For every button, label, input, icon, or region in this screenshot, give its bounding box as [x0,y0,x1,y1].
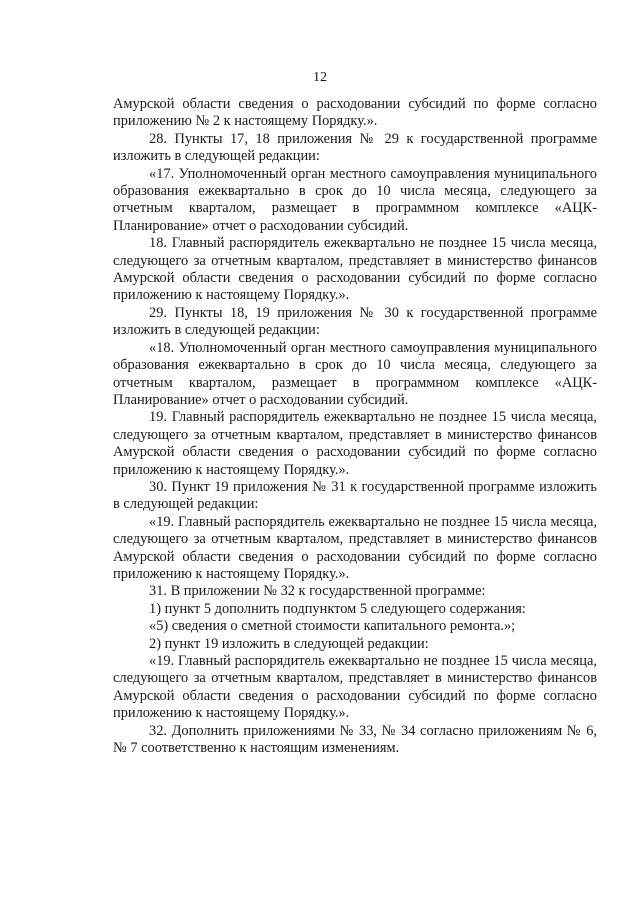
paragraph: «19. Главный распорядитель ежеквартально не позднее 15 числа месяца, следующего за отчетным кварталом, представляет в министерство финансов Амурской области сведения о расходовании субсидий по форме согласно приложению к настоящему Порядку.». [113,653,597,722]
paragraph: 19. Главный распорядитель ежеквартально не позднее 15 числа месяца, следующего за отчетным кварталом, представляет в министерство финансов Амурской области сведения о расходовании субсидий по форме согласно приложению к настоящему Порядку.». [113,409,597,478]
page-number: 12 [313,70,327,85]
paragraph: 2) пункт 19 изложить в следующей редакции: [149,635,429,652]
paragraph: «19. Главный распорядитель ежеквартально не позднее 15 числа месяца, следующего за отчетным кварталом, представляет в министерство финансов Амурской области сведения о расходовании субсидий по форме согласно приложению к настоящему Порядку.». [113,513,597,582]
paragraph: «5) сведения о сметной стоимости капитального ремонта.»; [149,618,516,635]
paragraph: 1) пункт 5 дополнить подпунктом 5 следующего содержания: [149,600,526,617]
paragraph: 32. Дополнить приложениями № 33, № 34 согласно приложениям № 6, № 7 соответственно к настоящим изменениям. [113,722,597,757]
paragraph: 31. В приложении № 32 к государственной программе: [149,583,486,600]
paragraph: «17. Уполномоченный орган местного самоуправления муниципального образования ежеквартально в срок до 10 числа месяца, следующего за отчетным кварталом, размещает в программном комплексе «АЦК-Планирование» отчет о расходовании субсидий. [113,165,597,234]
paragraph: 29. Пункты 18, 19 приложения № 30 к государственной программе изложить в следующей редакции: [113,304,597,339]
paragraph: Амурской области сведения о расходовании субсидий по форме согласно приложению № 2 к настоящему Порядку.». [113,96,597,130]
paragraph: 28. Пункты 17, 18 приложения № 29 к государственной программе изложить в следующей редакции: [113,130,597,165]
paragraph: 30. Пункт 19 приложения № 31 к государственной программе изложить в следующей редакции: [113,478,597,513]
document-body [113,96,597,757]
paragraph: 18. Главный распорядитель ежеквартально не позднее 15 числа месяца, следующего за отчетным кварталом, представляет в министерство финансов Амурской области сведения о расходовании субсидий по форме согласно приложению к настоящему Порядку.». [113,235,597,304]
paragraph: «18. Уполномоченный орган местного самоуправления муниципального образования ежеквартально в срок до 10 числа месяца, следующего за отчетным кварталом, размещает в программном комплексе «АЦК-Планирование» отчет о расходовании субсидий. [113,339,597,408]
